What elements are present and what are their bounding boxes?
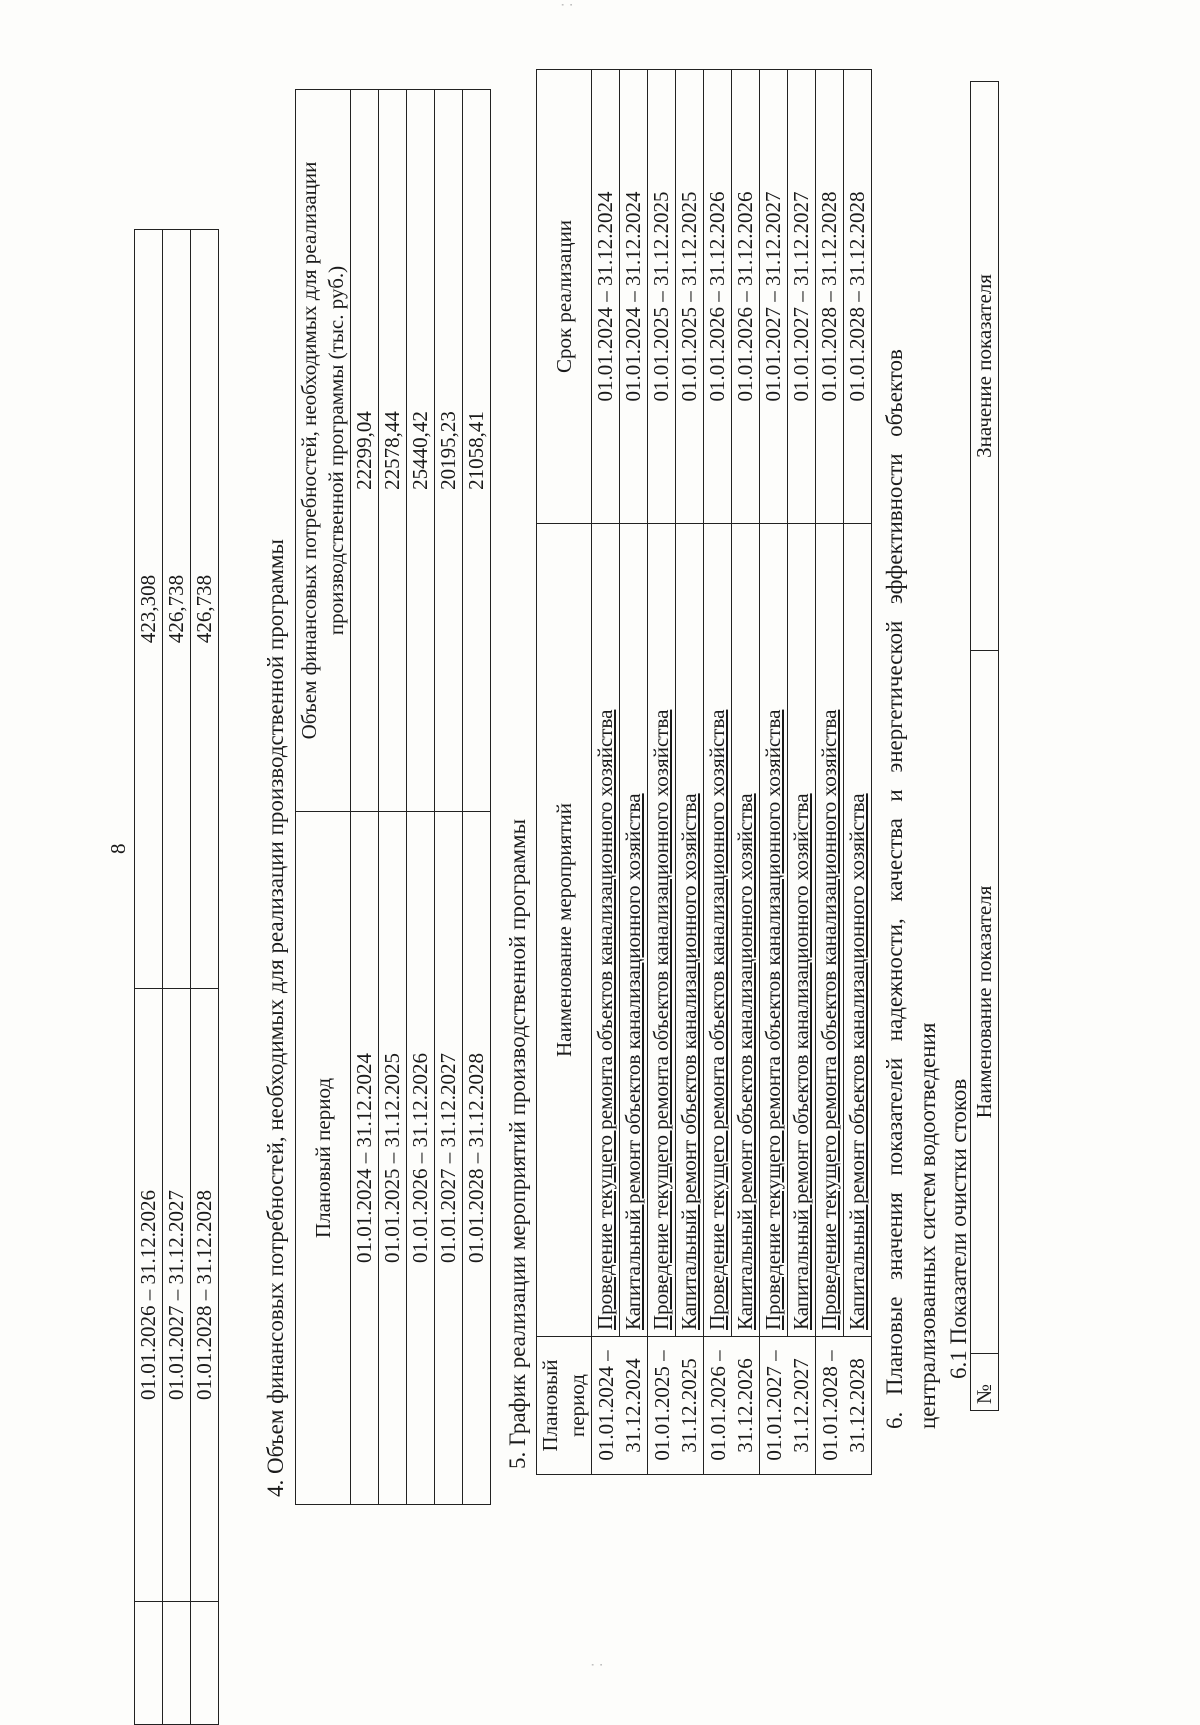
empty-cell bbox=[163, 1602, 191, 1725]
table-row bbox=[463, 90, 491, 1505]
period-cell: 01.01.2028 – 31.12.2028 bbox=[463, 812, 491, 1505]
period-cell: 01.01.2024 – 31.12.2024 bbox=[351, 812, 379, 1505]
planned-period-cell bbox=[592, 1337, 648, 1475]
table-row bbox=[435, 90, 463, 1505]
table-row bbox=[788, 70, 816, 1475]
title-word: значения bbox=[882, 1192, 907, 1280]
title-word: показателей bbox=[882, 1057, 907, 1176]
term-cell: 01.01.2026 – 31.12.2026 bbox=[704, 70, 732, 524]
measure-name-cell: Капитальный ремонт объектов канализационного хозяйства bbox=[620, 524, 648, 1337]
value-cell: 423,308 bbox=[135, 230, 163, 989]
empty-cell bbox=[191, 1602, 219, 1725]
period-cell: 01.01.2026 – 31.12.2026 bbox=[135, 989, 163, 1602]
measure-name-cell: Проведение текущего ремонта объектов канализационного хозяйства bbox=[592, 524, 620, 1337]
page-number: 8 bbox=[106, 843, 130, 854]
table-row bbox=[676, 70, 704, 1475]
term-cell: 01.01.2026 – 31.12.2026 bbox=[732, 70, 760, 524]
table-row bbox=[351, 90, 379, 1505]
title-word: 6. bbox=[882, 1411, 907, 1429]
col-header-period: Плановый период bbox=[296, 812, 351, 1505]
period-end: 31.12.2026 bbox=[732, 1358, 757, 1453]
section4-title: 4. Объем финансовых потребностей, необходимых для реализации производственной программы bbox=[263, 539, 288, 1497]
measure-name-cell: Проведение текущего ремонта объектов канализационного хозяйства bbox=[816, 524, 844, 1337]
period-end: 31.12.2024 bbox=[620, 1358, 645, 1453]
period-end: 31.12.2025 bbox=[676, 1358, 701, 1453]
table-row bbox=[844, 70, 872, 1475]
title-word: качества bbox=[882, 818, 907, 902]
table-row bbox=[191, 230, 219, 1725]
table-row bbox=[620, 70, 648, 1475]
table-row bbox=[135, 230, 163, 1725]
term-cell: 01.01.2025 – 31.12.2025 bbox=[648, 70, 676, 524]
term-cell: 01.01.2027 – 31.12.2027 bbox=[760, 70, 788, 524]
period-cell: 01.01.2027 – 31.12.2027 bbox=[163, 989, 191, 1602]
col-header-number: № bbox=[971, 1354, 999, 1411]
measure-name-cell: Капитальный ремонт объектов канализационного хозяйства bbox=[732, 524, 760, 1337]
measure-name-cell: Проведение текущего ремонта объектов канализационного хозяйства bbox=[648, 524, 676, 1337]
title-word: и bbox=[882, 789, 907, 802]
table-row bbox=[163, 230, 191, 1725]
col-header-indicator-value: Значение показателя bbox=[971, 82, 999, 651]
measure-name-cell: Капитальный ремонт объектов канализационного хозяйства bbox=[844, 524, 872, 1337]
scan-artifact: ⁚ bbox=[561, 2, 576, 7]
period-cell: 01.01.2025 – 31.12.2025 bbox=[379, 812, 407, 1505]
period-cell: 01.01.2026 – 31.12.2026 bbox=[407, 812, 435, 1505]
table-row bbox=[379, 90, 407, 1505]
term-cell: 01.01.2027 – 31.12.2027 bbox=[788, 70, 816, 524]
term-cell: 01.01.2028 – 31.12.2028 bbox=[816, 70, 844, 524]
section6-title-line1 bbox=[878, 349, 911, 1429]
term-cell: 01.01.2024 – 31.12.2024 bbox=[620, 70, 648, 524]
term-cell: 01.01.2028 – 31.12.2028 bbox=[844, 70, 872, 524]
col-header-volume-line1: Объем финансовых потребностей, необходимых для реализации bbox=[297, 161, 321, 740]
measure-name-cell: Капитальный ремонт объектов канализационного хозяйства bbox=[676, 524, 704, 1337]
term-cell: 01.01.2024 – 31.12.2024 bbox=[592, 70, 620, 524]
col-header-indicator-name: Наименование показателя bbox=[971, 651, 999, 1354]
measure-name-cell: Проведение текущего ремонта объектов канализационного хозяйства bbox=[704, 524, 732, 1337]
scan-artifact: ⁚ bbox=[591, 1662, 606, 1667]
period-cell: 01.01.2028 – 31.12.2028 bbox=[191, 989, 219, 1602]
table-row bbox=[407, 90, 435, 1505]
measure-name-cell: Капитальный ремонт объектов канализационного хозяйства bbox=[788, 524, 816, 1337]
volume-cell: 25440,42 bbox=[407, 90, 435, 812]
title-word: объектов bbox=[882, 349, 907, 437]
period-start: 01.01.2028 – bbox=[817, 1350, 842, 1461]
term-cell: 01.01.2025 – 31.12.2025 bbox=[676, 70, 704, 524]
table-row bbox=[732, 70, 760, 1475]
table-wastewater-indicators bbox=[970, 81, 999, 1411]
period-start: 01.01.2027 – bbox=[761, 1350, 786, 1461]
title-word: надежности, bbox=[882, 918, 907, 1042]
volume-cell: 20195,23 bbox=[435, 90, 463, 812]
planned-period-cell bbox=[648, 1337, 704, 1475]
table-top-continuation bbox=[134, 229, 219, 1725]
col-header-volume bbox=[296, 90, 351, 812]
table-row bbox=[592, 70, 620, 1475]
title-word: эффективности bbox=[882, 453, 907, 605]
planned-period-cell bbox=[760, 1337, 816, 1475]
table-row bbox=[704, 70, 732, 1475]
period-start: 01.01.2025 – bbox=[649, 1350, 674, 1461]
period-start: 01.01.2024 – bbox=[593, 1350, 618, 1461]
table-row bbox=[760, 70, 788, 1475]
value-cell: 426,738 bbox=[191, 230, 219, 989]
section5-title: 5. График реализации мероприятий производственной программы bbox=[505, 818, 530, 1469]
section6-title-line2: централизованных систем водоотведения bbox=[915, 1022, 940, 1429]
table-schedule bbox=[536, 69, 872, 1475]
volume-cell: 22299,04 bbox=[351, 90, 379, 812]
measure-name-cell: Проведение текущего ремонта объектов канализационного хозяйства bbox=[760, 524, 788, 1337]
period-end: 31.12.2028 bbox=[844, 1358, 869, 1453]
table-row bbox=[816, 70, 844, 1475]
col-header-volume-line2: производственной программы (тыс. руб.) bbox=[324, 265, 348, 636]
period-cell: 01.01.2027 – 31.12.2027 bbox=[435, 812, 463, 1505]
period-start: 01.01.2026 – bbox=[705, 1350, 730, 1461]
empty-cell bbox=[135, 1602, 163, 1725]
title-word: Плановые bbox=[882, 1296, 907, 1396]
title-word: энергетической bbox=[882, 620, 907, 773]
planned-period-cell bbox=[816, 1337, 872, 1475]
volume-cell: 22578,44 bbox=[379, 90, 407, 812]
col-header-planned-period: Плановый период bbox=[537, 1337, 592, 1475]
section6-title bbox=[878, 349, 944, 1429]
section6-subtitle: 6.1 Показатели очистки стоков bbox=[946, 1078, 971, 1379]
value-cell: 426,738 bbox=[163, 230, 191, 989]
col-header-term: Срок реализации bbox=[537, 70, 592, 524]
planned-period-cell bbox=[704, 1337, 760, 1475]
table-row bbox=[648, 70, 676, 1475]
table-financial-needs bbox=[295, 89, 491, 1505]
col-header-measures: Наименование мероприятий bbox=[537, 524, 592, 1337]
period-end: 31.12.2027 bbox=[788, 1358, 813, 1453]
volume-cell: 21058,41 bbox=[463, 90, 491, 812]
